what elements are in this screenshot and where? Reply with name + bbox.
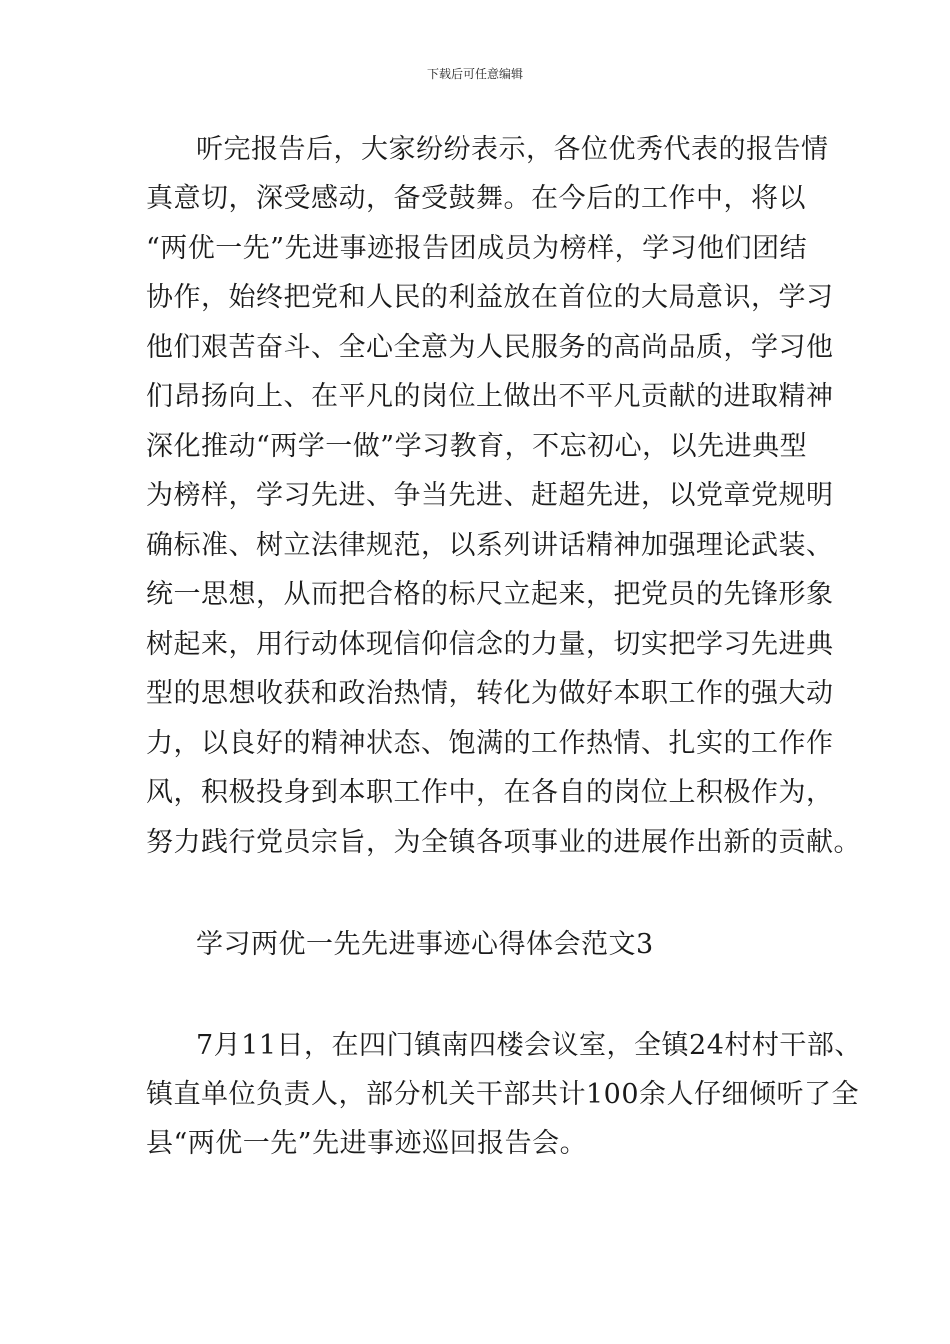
paragraph-line: 努力践行党员宗旨，为全镇各项事业的进展作出新的贡献。 [146,827,861,858]
section-title: 学习两优一先先进事迹心得体会范文3 [196,929,654,960]
paragraph-line: 们昂扬向上、在平凡的岗位上做出不平凡贡献的进取精神 [146,381,834,412]
paragraph-line: 真意切，深受感动，备受鼓舞。在今后的工作中，将以 [146,183,806,214]
paragraph-line: 确标准、树立法律规范，以系列讲话精神加强理论武装、 [146,530,834,561]
paragraph-line: 协作，始终把党和人民的利益放在首位的大局意识，学习 [146,282,834,313]
paragraph-line: 县“两优一先”先进事迹巡回报告会。 [146,1128,588,1159]
paragraph-line: 风，积极投身到本职工作中，在各自的岗位上积极作为， [146,777,834,808]
paragraph-line: 7月11日，在四门镇南四楼会议室，全镇24村村干部、 [196,1030,862,1061]
paragraph-line: 深化推动“两学一做”学习教育，不忘初心，以先进典型 [146,431,808,462]
paragraph-line: 统一思想，从而把合格的标尺立起来，把党员的先锋形象 [146,579,834,610]
paragraph-line: “两优一先”先进事迹报告团成员为榜样，学习他们团结 [146,233,808,264]
paragraph-line: 为榜样，学习先进、争当先进、赶超先进，以党章党规明 [146,480,834,511]
paragraph-line: 树起来，用行动体现信仰信念的力量，切实把学习先进典 [146,629,834,660]
paragraph-line: 镇直单位负责人，部分机关干部共计100余人仔细倾听了全 [146,1079,860,1110]
page-header: 下载后可任意编辑 [426,67,523,81]
paragraph-line: 听完报告后，大家纷纷表示，各位优秀代表的报告情 [196,134,829,165]
paragraph-line: 力，以良好的精神状态、饱满的工作热情、扎实的工作作 [146,728,834,759]
paragraph-line: 型的思想收获和政治热情，转化为做好本职工作的强大动 [146,678,834,709]
paragraph-line: 他们艰苦奋斗、全心全意为人民服务的高尚品质，学习他 [146,332,834,363]
